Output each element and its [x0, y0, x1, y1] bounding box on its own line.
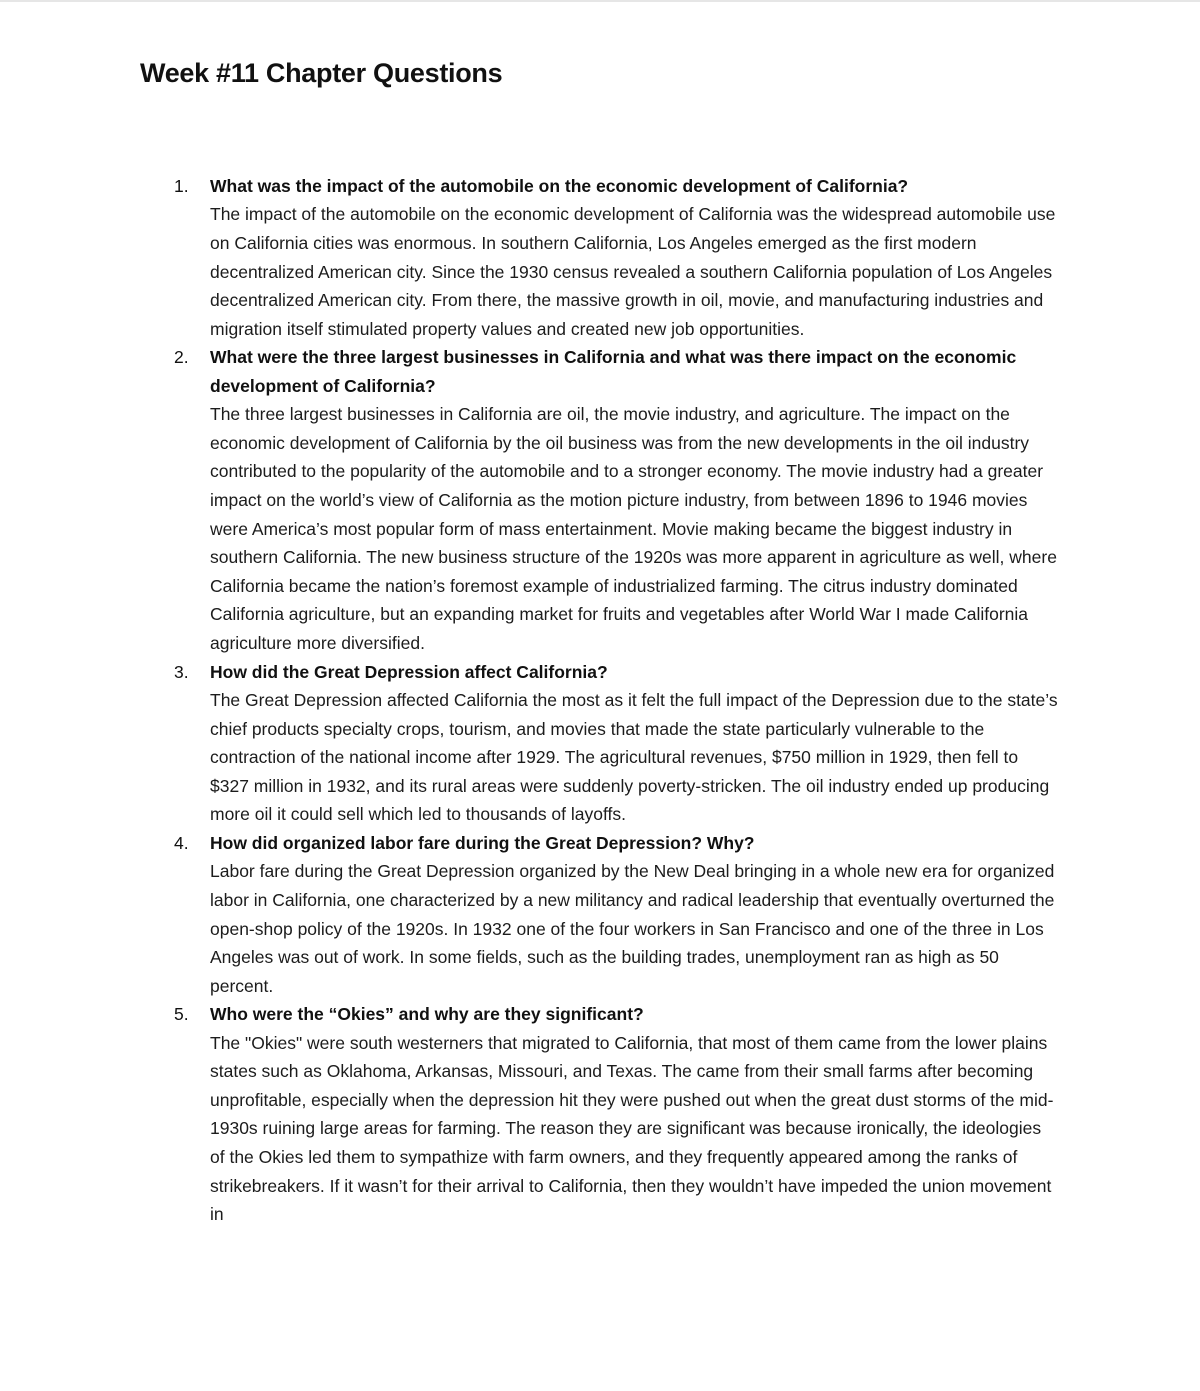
- question-number: 2.: [174, 347, 189, 368]
- question-text: What were the three largest businesses in California and what was there impact on the economic development of California?: [210, 347, 1017, 396]
- question-text: How did the Great Depression affect California?: [210, 661, 608, 682]
- answer-paragraph: The Great Depression affected California the most as it felt the full impact of the Depression due to the state’s chief products specialty crops, tourism, and movies that made the state particularly vulnerable to the contraction of the national income after 1929. The agricultural revenues, $750 million in 1929, then fell to $327 million in 1932, and its rural areas were suddenly poverty-stricken. The oil industry ended up producing more oil it could sell which led to thousands of layoffs.: [210, 689, 1058, 825]
- question-item-2: [0, 343, 1200, 657]
- question-text: What was the impact of the automobile on the economic development of California?: [210, 176, 909, 196]
- answer-paragraph: The impact of the automobile on the economic development of California was the widespread automobile use on California cities was enormous. In southern California, Los Angeles emerged as the first modern decentralized American city. Since the 1930 census revealed a southern California population of Los Angeles decentralized American city. From there, the massive growth in oil, movie, and manufacturing industries and migration itself stimulated property values and created new job opportunities.: [210, 204, 1056, 339]
- question-item-1: [0, 172, 1200, 343]
- question-item-3: [0, 658, 1200, 829]
- question-item-4: [0, 829, 1200, 1000]
- question-number: 1.: [174, 176, 189, 196]
- question-number: 4.: [174, 832, 189, 853]
- document-title: Week #11 Chapter Questions: [140, 58, 503, 88]
- question-item-5: [0, 1000, 1200, 1229]
- question-number: 3.: [174, 661, 189, 682]
- answer-paragraph: The three largest businesses in California are oil, the movie industry, and agriculture. The impact on the economic development of California by the oil business was from the new developments in the oil industry contributed to the popularity of the automobile and to a stronger economy. The movie industry had a greater impact on the world’s view of California as the motion picture industry, from between 1896 to 1946 movies were America’s most popular form of mass entertainment. Movie making became the biggest industry in southern California. The new business structure of the 1920s was more apparent in agriculture as well, where California became the nation’s foremost example of industrialized farming. The citrus industry dominated California agriculture, but an expanding market for fruits and vegetables after World War I made California agriculture more diversified.: [210, 404, 1057, 653]
- question-text: Who were the “Okies” and why are they significant?: [210, 1004, 644, 1025]
- question-number: 5.: [174, 1004, 189, 1025]
- answer-paragraph: Labor fare during the Great Depression organized by the New Deal bringing in a whole new era for organized labor in California, one characterized by a new militancy and radical leadership that eventually overturned the open-shop policy of the 1920s. In 1932 one of the four workers in San Francisco and one of the three in Los Angeles was out of work. In some fields, such as the building trades, unemployment ran as high as 50 percent.: [210, 861, 1055, 996]
- question-list: [0, 172, 1200, 1229]
- question-text: How did organized labor fare during the Great Depression? Why?: [210, 832, 755, 853]
- answer-paragraph: The "Okies" were south westerners that migrated to California, that most of them came from the lower plains states such as Oklahoma, Arkansas, Missouri, and Texas. The came from their small farms after becoming unprofitable, especially when the depression hit they were pushed out when the great dust storms of the mid-1930s ruining large areas for farming. The reason they are significant was because ironically, the ideologies of the Okies led them to sympathize with farm owners, and they frequently appeared among the ranks of strikebreakers. If it wasn’t for their arrival to California, then they wouldn’t have impeded the union movement in: [210, 1032, 1054, 1225]
